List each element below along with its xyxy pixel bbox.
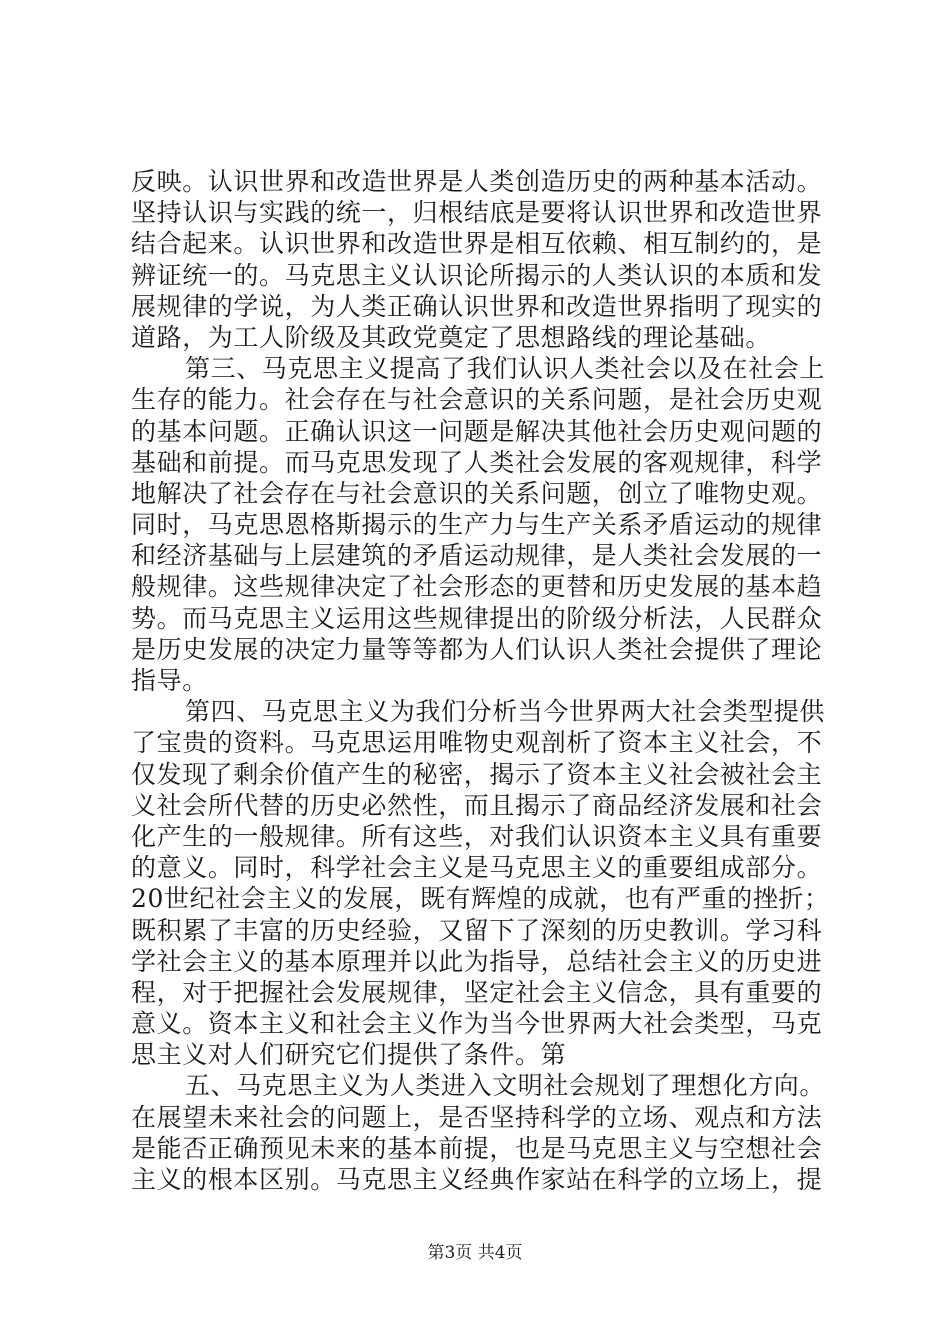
- text-line: 道路，为工人阶级及其政党奠定了思想路线的理论基础。: [131, 322, 772, 352]
- paragraph-first-line: 第三、马克思主义提高了我们认识人类社会以及在社会上: [185, 354, 826, 384]
- text-line: 既积累了丰富的历史经验，又留下了深刻的历史教训。学习科: [131, 915, 823, 945]
- text-line: 仅发现了剩余价值产生的秘密，揭示了资本主义社会被社会主: [131, 759, 823, 789]
- text-line: 和经济基础与上层建筑的矛盾运动规律，是人类社会发展的一: [131, 541, 823, 571]
- text-line: 20世纪社会主义的发展，既有辉煌的成就，也有严重的挫折；: [131, 884, 830, 914]
- paragraph-first-line: 第四、马克思主义为我们分析当今世界两大社会类型提供: [185, 697, 826, 727]
- text-line: 在展望未来社会的问题上，是否坚持科学的立场、观点和方法: [131, 1102, 823, 1132]
- paragraph-first-line: 五、马克思主义为人类进入文明社会规划了理想化方向。: [185, 1071, 826, 1101]
- text-line: 程，对于把握社会发展规律，坚定社会主义信念，具有重要的: [131, 977, 823, 1007]
- text-line: 同时，马克思恩格斯揭示的生产力与生产关系矛盾运动的规律: [131, 510, 823, 540]
- page-number-label: 第3页 共4页: [427, 1243, 523, 1263]
- text-line: 的基本问题。正确认识这一问题是解决其他社会历史观问题的: [131, 416, 823, 446]
- text-line: 展规律的学说，为人类正确认识世界和改造世界指明了现实的: [131, 291, 823, 321]
- text-line: 反映。认识世界和改造世界是人类创造历史的两种基本活动。: [131, 167, 823, 196]
- text-line: 生存的能力。社会存在与社会意识的关系问题，是社会历史观: [131, 385, 823, 415]
- text-line: 是能否正确预见未来的基本前提，也是马克思主义与空想社会: [131, 1133, 823, 1163]
- text-line: 基础和前提。而马克思发现了人类社会发展的客观规律，科学: [131, 447, 823, 477]
- document-page: [131, 166, 831, 1195]
- text-line: 般规律。这些规律决定了社会形态的更替和历史发展的基本趋: [131, 572, 823, 602]
- text-line: 学社会主义的基本原理并以此为指导，总结社会主义的历史进: [131, 946, 823, 976]
- text-line: 坚持认识与实践的统一，归根结底是要将认识世界和改造世界: [131, 198, 823, 228]
- text-line: 主义的根本区别。马克思主义经典作家站在科学的立场上，提: [131, 1165, 823, 1194]
- text-line: 的意义。同时，科学社会主义是马克思主义的重要组成部分。: [131, 853, 823, 883]
- text-line: 意义。资本主义和社会主义作为当今世界两大社会类型，马克: [131, 1009, 823, 1039]
- page-footer: [0, 1241, 950, 1265]
- text-line: 辨证统一的。马克思主义认识论所揭示的人类认识的本质和发: [131, 260, 823, 290]
- text-line: 是历史发展的决定力量等等都为人们认识人类社会提供了理论: [131, 634, 823, 664]
- text-line: 思主义对人们研究它们提供了条件。第: [131, 1040, 567, 1070]
- text-line: 化产生的一般规律。所有这些，对我们认识资本主义具有重要: [131, 821, 823, 851]
- text-line: 了宝贵的资料。马克思运用唯物史观剖析了资本主义社会，不: [131, 728, 823, 758]
- text-line: 势。而马克思主义运用这些规律提出的阶级分析法，人民群众: [131, 603, 823, 633]
- text-line: 结合起来。认识世界和改造世界是相互依赖、相互制约的，是: [131, 229, 823, 259]
- text-line: 义社会所代替的历史必然性，而且揭示了商品经济发展和社会: [131, 790, 823, 820]
- text-line: 指导。: [131, 666, 208, 695]
- text-line: 地解决了社会存在与社会意识的关系问题，创立了唯物史观。: [131, 478, 823, 508]
